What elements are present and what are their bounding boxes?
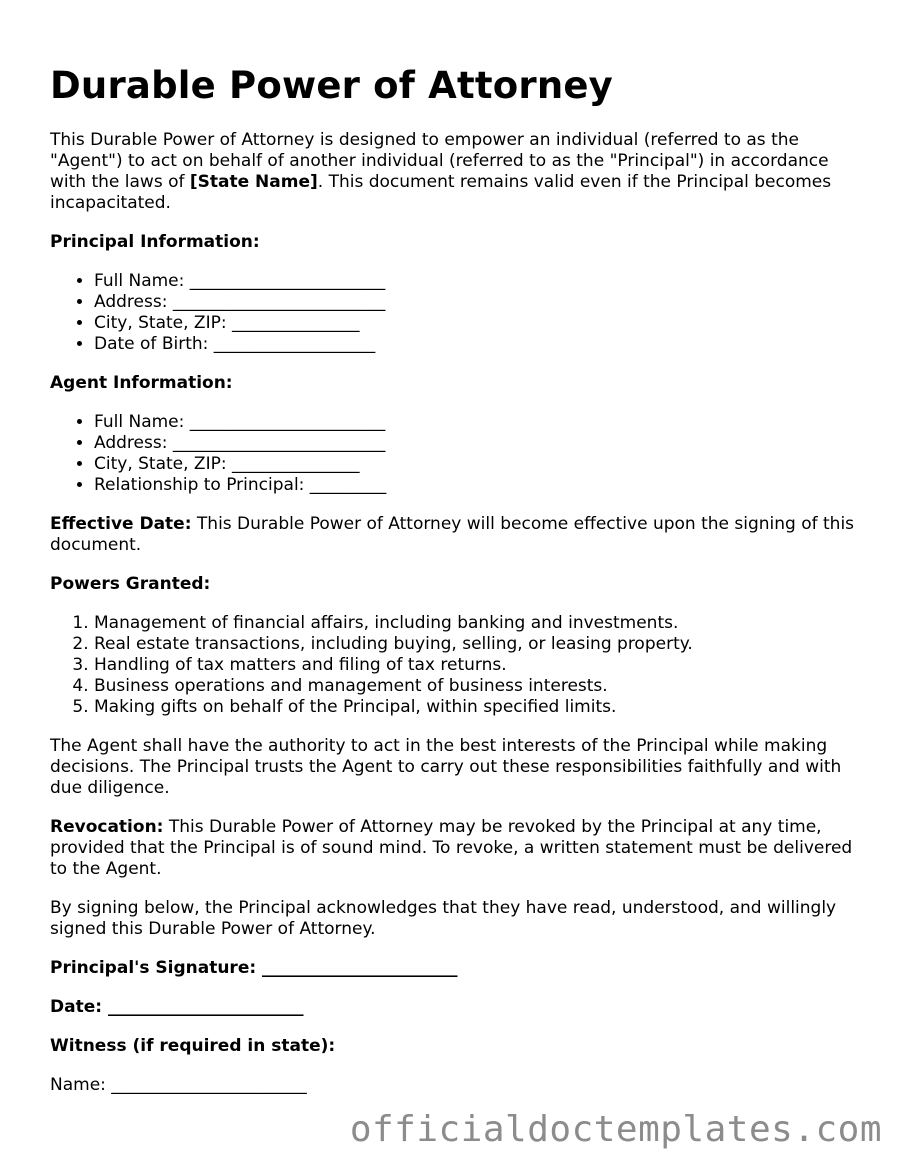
date-line: Date: _______________________ [50,997,304,1017]
powers-granted-heading: Powers Granted: [50,574,211,594]
effective-date-text: This Durable Power of Attorney will become effective upon the signing of this document. [50,514,855,555]
agent-info-list [50,412,870,496]
document-page [50,0,870,1096]
agent-full-name-field: • Full Name: _______________________ [94,412,870,433]
principal-signature-line: Principal's Signature: _______________________ [50,958,458,978]
principal-full-name-field: • Full Name: _______________________ [94,271,870,292]
principal-dob-field: • Date of Birth: ___________________ [94,334,870,355]
agent-address-field: • Address: _________________________ [94,433,870,454]
document-title: Durable Power of Attorney [50,64,613,107]
effective-date-paragraph [50,514,870,556]
witness-heading: Witness (if required in state): [50,1036,336,1056]
revocation-text: This Durable Power of Attorney may be revoked by the Principal at any time, provided that the Principal is of sound mind. To revoke, a written statement must be delivered to the Agent. [50,817,853,879]
effective-date-label: Effective Date: [50,514,192,534]
principal-info-heading: Principal Information: [50,232,260,252]
authority-paragraph: The Agent shall have the authority to act in the best interests of the Principal while making decisions. The Principal trusts the Agent to carry out these responsibilities faithfully and with due diligence. [50,736,842,798]
revocation-paragraph [50,817,870,880]
watermark-text: officialdoctemplates.com [349,1109,882,1150]
agent-info-heading: Agent Information: [50,373,233,393]
witness-name-line: Name: _______________________ [50,1075,307,1095]
intro-text-start: This Durable Power of Attorney is designed to empower an individual (referred to as the "Agent") to act on behalf of another individual (referred to as the "Principal") in accordance with the laws of [50,130,829,192]
principal-city-state-zip-field: • City, State, ZIP: _______________ [94,313,870,334]
power-item: 5. Making gifts on behalf of the Principal, within specified limits. [94,697,870,718]
power-item: 4. Business operations and management of business interests. [94,676,870,697]
agent-relationship-field: • Relationship to Principal: _________ [94,475,870,496]
power-item: 1. Management of financial affairs, including banking and investments. [94,613,870,634]
principal-info-list [50,271,870,355]
intro-text-end: . This document remains valid even if the Principal becomes incapacitated. [50,172,832,213]
power-item: 3. Handling of tax matters and filing of tax returns. [94,655,870,676]
revocation-label: Revocation: [50,817,164,837]
powers-granted-list [50,613,870,718]
principal-address-field: • Address: _________________________ [94,292,870,313]
power-item: 2. Real estate transactions, including buying, selling, or leasing property. [94,634,870,655]
agent-city-state-zip-field: • City, State, ZIP: _______________ [94,454,870,475]
intro-paragraph [50,130,870,214]
acknowledgement-paragraph: By signing below, the Principal acknowledges that they have read, understood, and willingly signed this Durable Power of Attorney. [50,898,837,939]
state-name-placeholder: [State Name] [189,172,318,192]
